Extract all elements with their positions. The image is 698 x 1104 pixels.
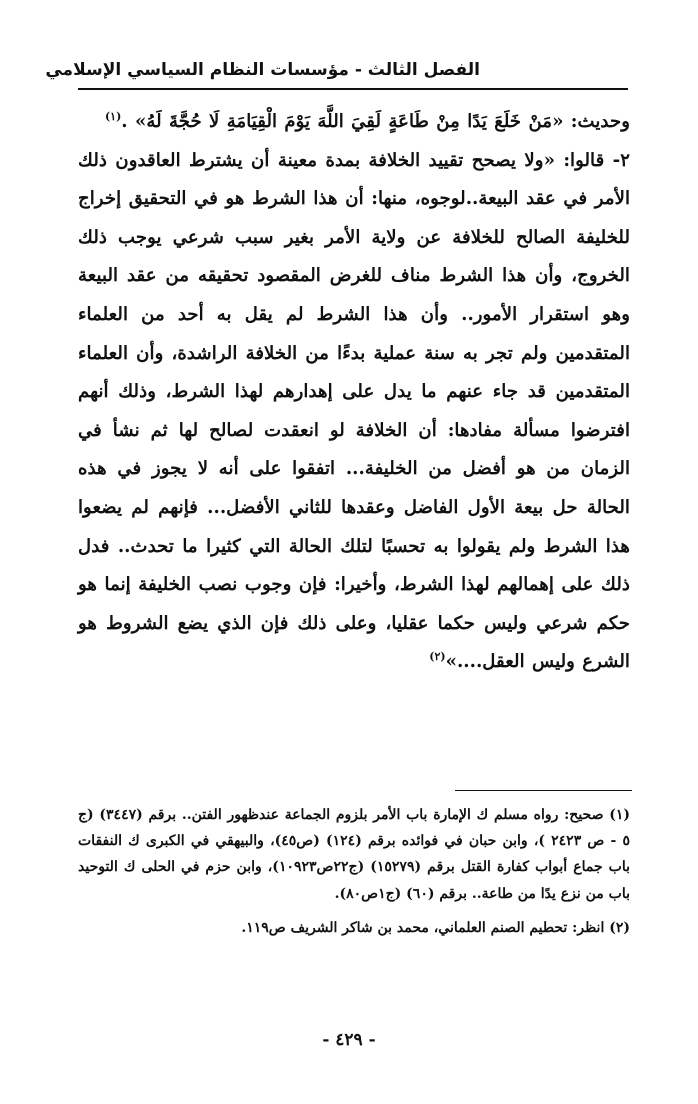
- paragraph-hadith-text: وحديث: «مَنْ خَلَعَ يَدًا مِنْ طَاعَةٍ لَقِيَ اللَّهَ يَوْمَ الْقِيَامَةِ لَا حُجَّةَ لَهُ» .: [121, 111, 630, 132]
- paragraph-argument-2: [78, 142, 630, 682]
- paragraph-hadith: [78, 103, 630, 142]
- footnote-ref-1[interactable]: (١): [104, 109, 122, 123]
- footnote-1: (١) صحيح: رواه مسلم ك الإمارة باب الأمر بلزوم الجماعة عندظهور الفتن.. برقم (٣٤٤٧) (ج ٥ - ص ٢٤٢٣ )، وابن حبان في فوائده برقم (١٢٤) (ص٤٥)، والبيهقي في الكبرى ك النفقات باب جماع أبواب كفارة القتل برقم (١٥٢٧٩) (ج٢٢ص١٠٩٢٣)، وابن حزم في الحلى ك التوحيد باب من نزع يدًا من طاعة.. برقم (٦٠) (ج١ص٨٠).: [78, 807, 631, 902]
- footnote-2: (٢) انظر: تحطيم الصنم العلماني، محمد بن شاكر الشريف ص١١٩.: [241, 919, 630, 936]
- footnotes: [78, 802, 630, 941]
- header-rule: [78, 88, 628, 90]
- footnote-rule: [455, 790, 632, 791]
- footnote-ref-2[interactable]: (٢): [429, 650, 446, 664]
- paragraph-argument-2-text: ٢- قالوا: «ولا يصحح تقييد الخلافة بمدة معينة أن يشترط العاقدون ذلك الأمر في عقد البيعة..لوجوه، منها: أن هذا الشرط هو في التحقيق إخراج للخليفة الصالح للخلافة عن ولاية الأمر بغير سبب شرعي يوجب ذلك الخروج، وأن هذا الشرط مناف للغرض المقصود تحقيقه من عقد البيعة وهو استقرار الأمور.. وأن هذا الشرط لم يقل به أحد من العلماء المتقدمين ولم تجر به سنة عملية بدءًا من الخلافة الراشدة، وأن العلماء المتقدمين قد جاء عنهم ما يدل على إهدارهم لهذا الشرط، وذلك أنهم افترضوا مسألة مفادها: أن الخلافة لو انعقدت لصالح لها ثم نشأ في الزمان من هو أفضل من الخليفة... اتفقوا على أنه لا يجوز في هذه الحالة حل بيعة الأول الفاضل وعقدها للثاني الأفضل... فإنهم لم يضعوا هذا الشرط ولم يقولوا به تحسبًا لتلك الحالة التي كثيرا ما تحدث.. فدل ذلك على إهمالهم لهذا الشرط، وأخيرا: فإن وجوب نصب الخليفة إنما هو حكم شرعي وليس حكما عقليا، وعلى ذلك فإن الذي يضع الشروط هو الشرع وليس العقل....»: [78, 149, 630, 673]
- main-text: [78, 103, 630, 682]
- running-header: الفصل الثالث - مؤسسات النظام السياسي الإسلامي: [45, 60, 480, 80]
- page-number: - ٤٢٩ -: [322, 1030, 376, 1050]
